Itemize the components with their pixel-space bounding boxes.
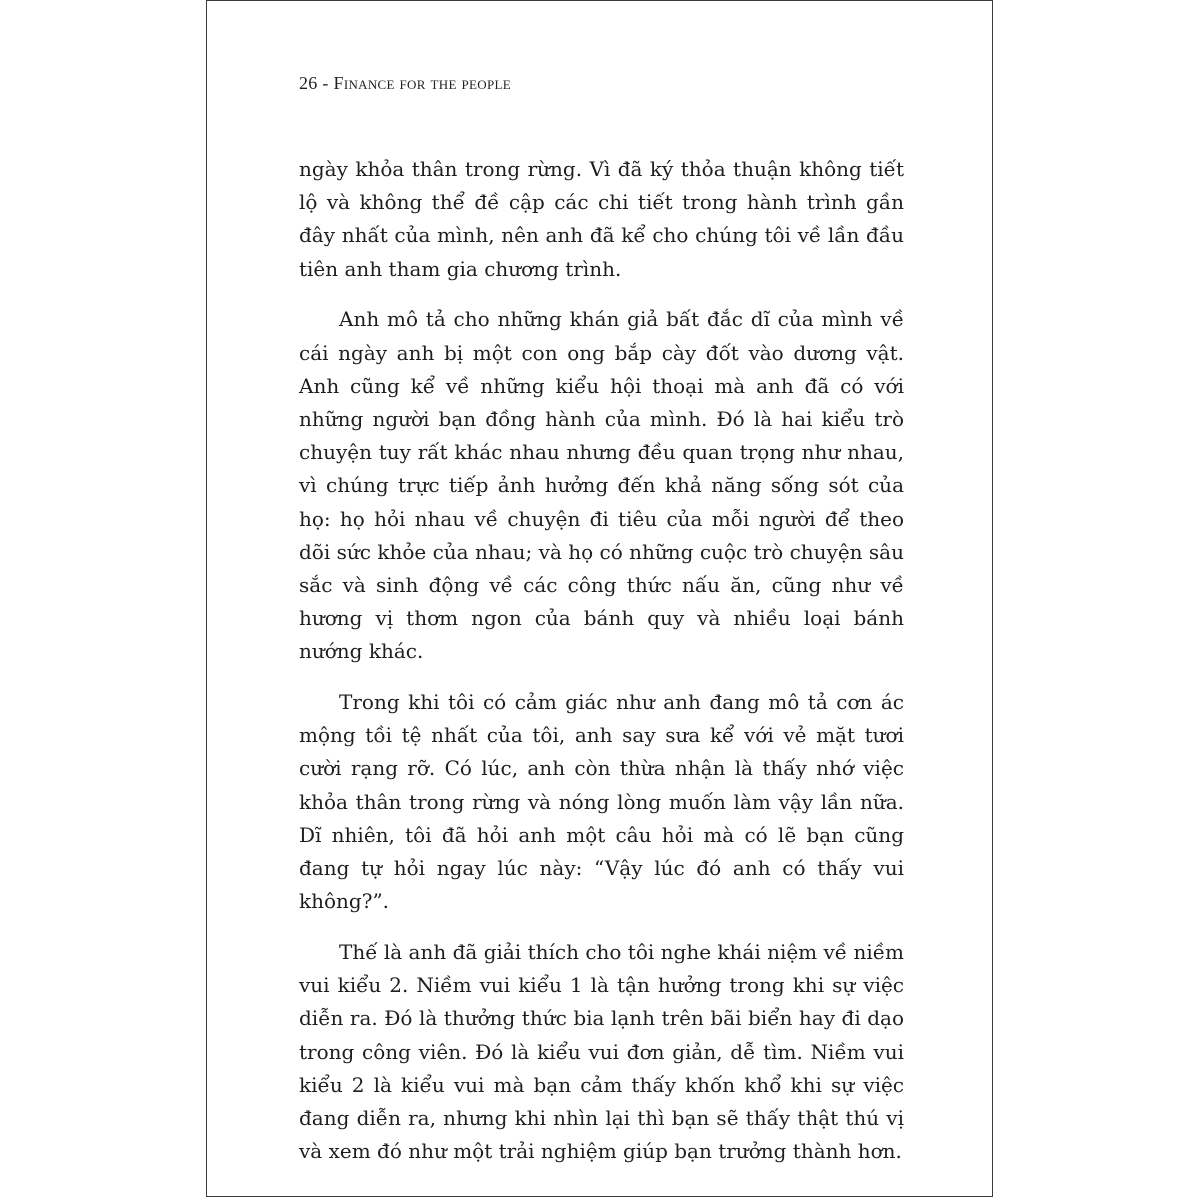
page-number: 26 -: [299, 73, 329, 93]
body-text: [299, 153, 904, 1186]
running-head: [299, 73, 511, 94]
paragraph: Trong khi tôi có cảm giác như anh đang mô tả cơn ác mộng tồi tệ nhất của tôi, anh say sưa kể với vẻ mặt tươi cười rạng rỡ. Có lúc, anh còn thừa nhận là thấy nhớ việc khỏa thân trong rừng và nóng lòng muốn làm vậy lần nữa. Dĩ nhiên, tôi đã hỏi anh một câu hỏi mà có lẽ bạn cũng đang tự hỏi ngay lúc này: “Vậy lúc đó anh có thấy vui không?”.: [299, 690, 904, 914]
paragraph-continued: ngày khỏa thân trong rừng. Vì đã ký thỏa thuận không tiết lộ và không thể đề cập các chi tiết trong hành trình gần đây nhất của mình, nên anh đã kể cho chúng tôi về lần đầu tiên anh tham gia chương trình.: [299, 157, 904, 281]
book-title: Finance for the people: [333, 73, 511, 93]
book-page: [206, 0, 993, 1197]
paragraph: Thế là anh đã giải thích cho tôi nghe khái niệm về niềm vui kiểu 2. Niềm vui kiểu 1 là tận hưởng trong khi sự việc diễn ra. Đó là thưởng thức bia lạnh trên bãi biển hay đi dạo trong công viên. Đó là kiểu vui đơn giản, dễ tìm. Niềm vui kiểu 2 là kiểu vui mà bạn cảm thấy khốn khổ khi sự việc đang diễn ra, nhưng khi nhìn lại thì bạn sẽ thấy thật thú vị và xem đó như một trải nghiệm giúp bạn trưởng thành hơn.: [299, 939, 905, 1164]
paragraph: Anh mô tả cho những khán giả bất đắc dĩ của mình về cái ngày anh bị một con ong bắp cày đốt vào dương vật. Anh cũng kể về những kiểu hội thoại mà anh đã có với những người bạn đồng hành của mình. Đó là hai kiểu trò chuyện tuy rất khác nhau nhưng đều quan trọng như nhau, vì chúng trực tiếp ảnh hưởng đến khả năng sống sót của họ: họ hỏi nhau về chuyện đi tiêu của mỗi người để theo dõi sức khỏe của nhau; và họ có những cuộc trò chuyện sâu sắc và sinh động về các công thức nấu ăn, cũng như về hương vị thơm ngon của bánh quy và nhiều loại bánh nướng khác.: [299, 307, 904, 664]
